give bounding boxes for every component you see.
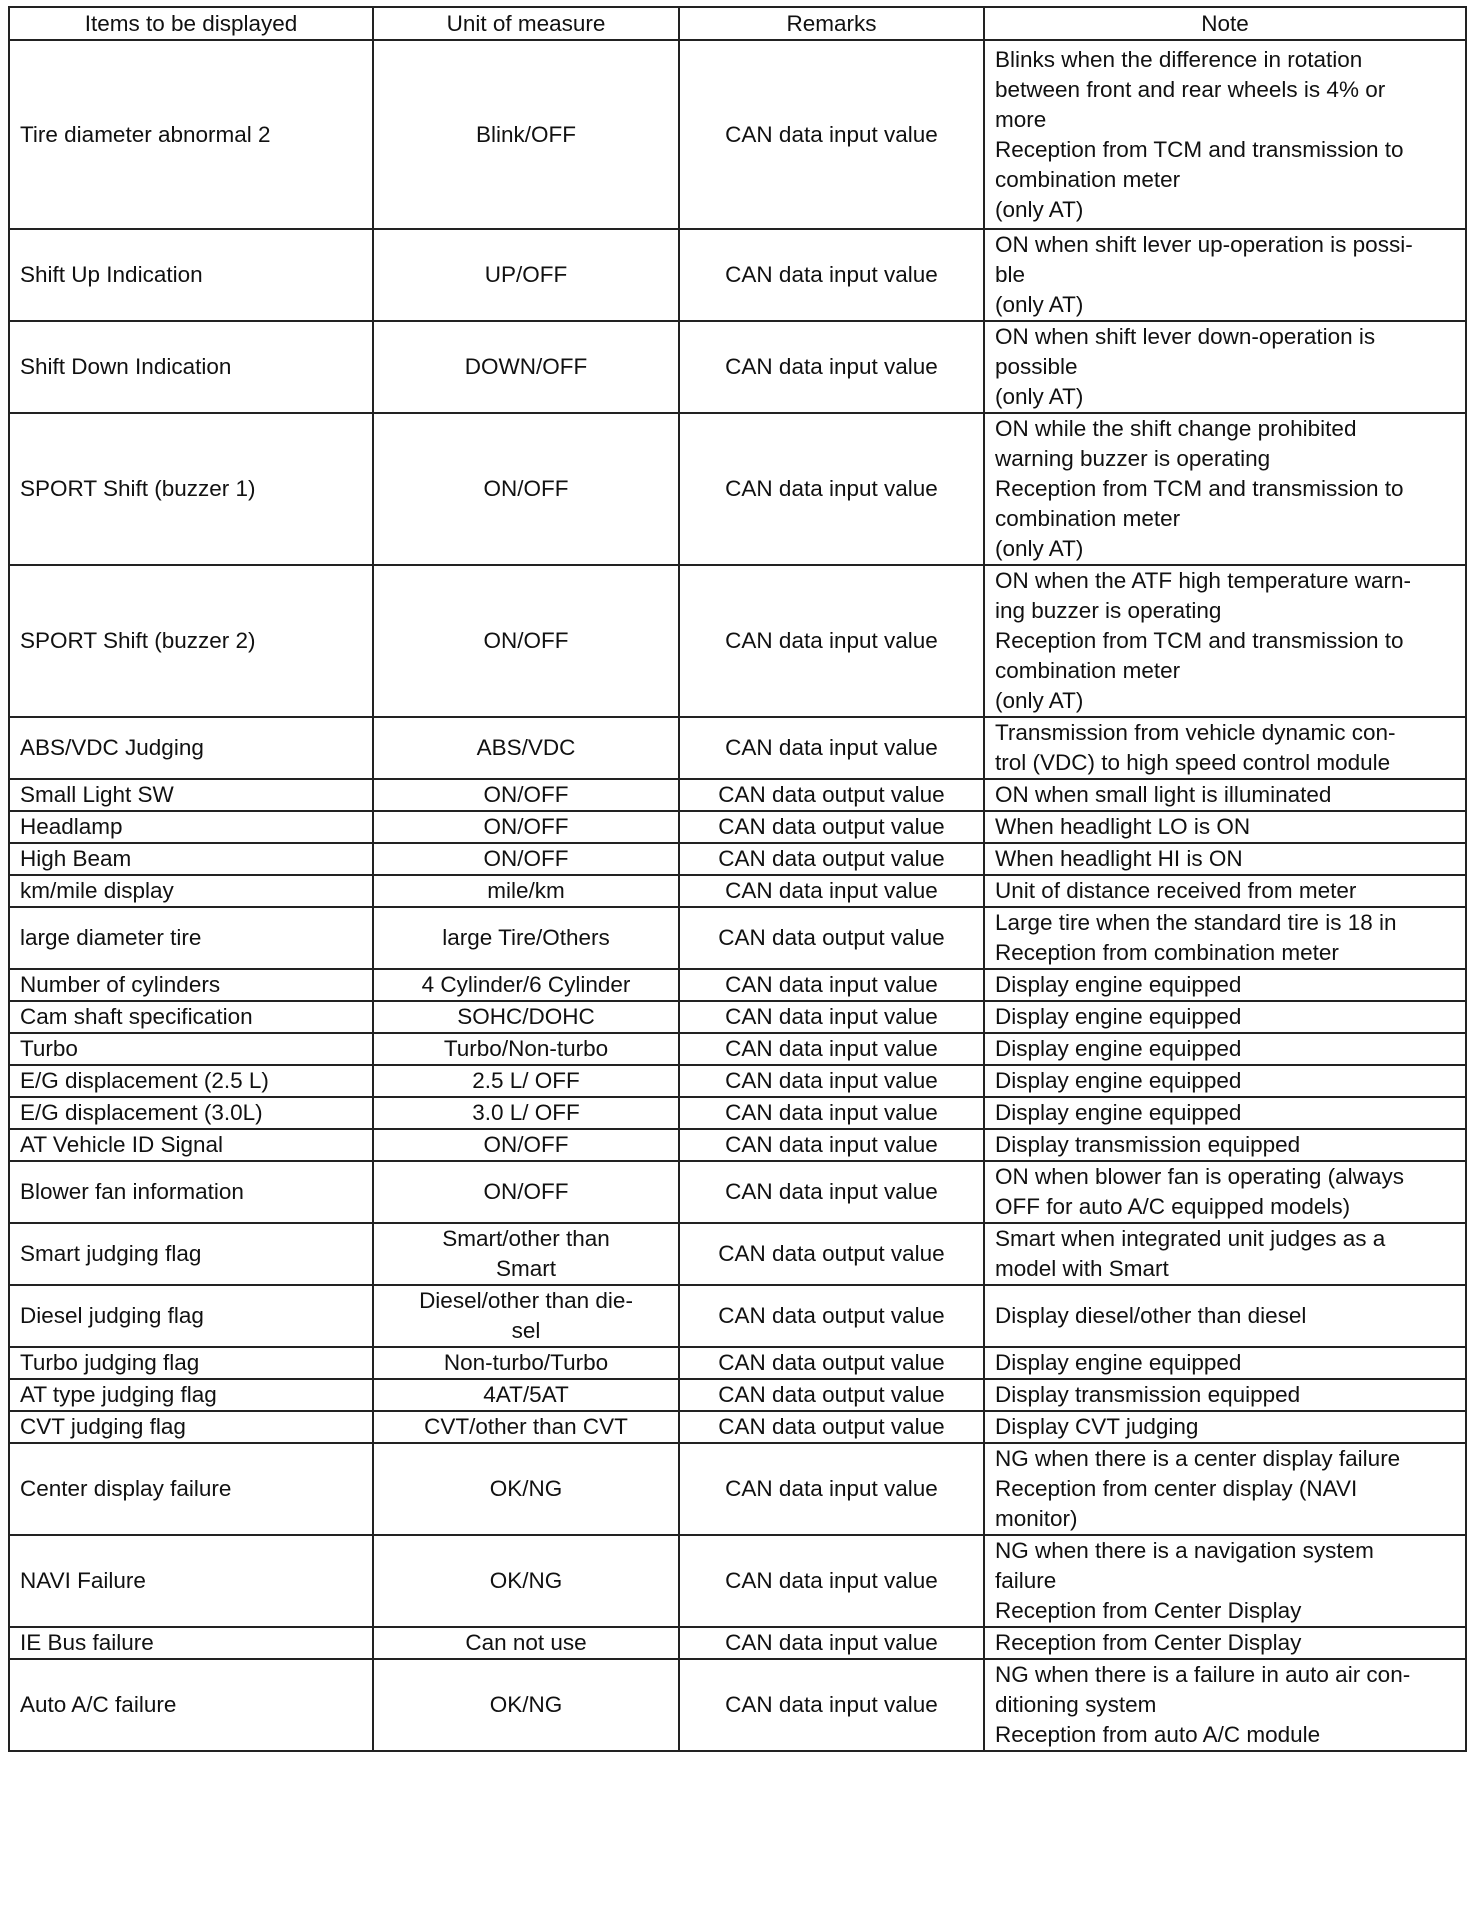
table-row xyxy=(9,969,1466,1001)
table-row xyxy=(9,413,1466,565)
header-items: Items to be displayed xyxy=(9,7,373,40)
cell-remarks: CAN data input value xyxy=(679,1443,984,1535)
cell-note: Display engine equipped xyxy=(984,1065,1466,1097)
table-row xyxy=(9,1627,1466,1659)
cell-item: E/G displacement (2.5 L) xyxy=(9,1065,373,1097)
table-row xyxy=(9,907,1466,969)
table-row xyxy=(9,1659,1466,1751)
cell-item: Tire diameter abnormal 2 xyxy=(9,40,373,229)
cell-remarks: CAN data input value xyxy=(679,321,984,413)
table-row xyxy=(9,1065,1466,1097)
cell-unit: ON/OFF xyxy=(373,811,679,843)
cell-note: Display transmission equipped xyxy=(984,1379,1466,1411)
cell-item: Auto A/C failure xyxy=(9,1659,373,1751)
cell-note: Large tire when the standard tire is 18 in Reception from combination meter xyxy=(984,907,1466,969)
cell-note: Display engine equipped xyxy=(984,1097,1466,1129)
cell-remarks: CAN data input value xyxy=(679,40,984,229)
table-row xyxy=(9,1379,1466,1411)
cell-item: NAVI Failure xyxy=(9,1535,373,1627)
cell-unit: Turbo/Non-turbo xyxy=(373,1033,679,1065)
cell-note: ON when the ATF high temperature warn- ing buzzer is operating Reception from TCM and transmission to combination meter (only AT) xyxy=(984,565,1466,717)
cell-remarks: CAN data input value xyxy=(679,1129,984,1161)
cell-note: Display engine equipped xyxy=(984,1001,1466,1033)
cell-unit: 4AT/5AT xyxy=(373,1379,679,1411)
cell-item: Diesel judging flag xyxy=(9,1285,373,1347)
cell-note: ON when shift lever down-operation is possible (only AT) xyxy=(984,321,1466,413)
cell-remarks: CAN data input value xyxy=(679,1097,984,1129)
cell-unit: ON/OFF xyxy=(373,843,679,875)
cell-unit: ABS/VDC xyxy=(373,717,679,779)
cell-note: Display engine equipped xyxy=(984,1033,1466,1065)
cell-remarks: CAN data input value xyxy=(679,1001,984,1033)
cell-note: NG when there is a navigation system failure Reception from Center Display xyxy=(984,1535,1466,1627)
cell-remarks: CAN data input value xyxy=(679,1033,984,1065)
cell-remarks: CAN data input value xyxy=(679,1659,984,1751)
cell-unit: OK/NG xyxy=(373,1659,679,1751)
cell-note: ON when blower fan is operating (always OFF for auto A/C equipped models) xyxy=(984,1161,1466,1223)
cell-unit: CVT/other than CVT xyxy=(373,1411,679,1443)
cell-item: Shift Up Indication xyxy=(9,229,373,321)
cell-item: Turbo judging flag xyxy=(9,1347,373,1379)
cell-unit: Smart/other than Smart xyxy=(373,1223,679,1285)
cell-remarks: CAN data output value xyxy=(679,779,984,811)
cell-remarks: CAN data input value xyxy=(679,717,984,779)
cell-note: NG when there is a center display failure Reception from center display (NAVI monitor) xyxy=(984,1443,1466,1535)
cell-note: ON when shift lever up-operation is possi- ble (only AT) xyxy=(984,229,1466,321)
table-row xyxy=(9,779,1466,811)
cell-remarks: CAN data input value xyxy=(679,1161,984,1223)
cell-item: SPORT Shift (buzzer 1) xyxy=(9,413,373,565)
cell-unit: Blink/OFF xyxy=(373,40,679,229)
cell-item: AT Vehicle ID Signal xyxy=(9,1129,373,1161)
cell-note: Blinks when the difference in rotation between front and rear wheels is 4% or more Reception from TCM and transmission to combination meter (only AT) xyxy=(984,40,1466,229)
cell-item: Small Light SW xyxy=(9,779,373,811)
cell-unit: 4 Cylinder/6 Cylinder xyxy=(373,969,679,1001)
cell-note: Smart when integrated unit judges as a model with Smart xyxy=(984,1223,1466,1285)
header-unit: Unit of measure xyxy=(373,7,679,40)
table-row xyxy=(9,1161,1466,1223)
cell-unit: 2.5 L/ OFF xyxy=(373,1065,679,1097)
cell-item: large diameter tire xyxy=(9,907,373,969)
cell-note: Display transmission equipped xyxy=(984,1129,1466,1161)
cell-note: Display engine equipped xyxy=(984,1347,1466,1379)
cell-remarks: CAN data output value xyxy=(679,907,984,969)
cell-item: Headlamp xyxy=(9,811,373,843)
cell-remarks: CAN data output value xyxy=(679,1411,984,1443)
cell-remarks: CAN data input value xyxy=(679,229,984,321)
cell-note: Transmission from vehicle dynamic con- trol (VDC) to high speed control module xyxy=(984,717,1466,779)
table-row xyxy=(9,1097,1466,1129)
table-row xyxy=(9,1411,1466,1443)
table-row xyxy=(9,229,1466,321)
table-row xyxy=(9,843,1466,875)
cell-item: AT type judging flag xyxy=(9,1379,373,1411)
cell-remarks: CAN data output value xyxy=(679,1379,984,1411)
cell-remarks: CAN data input value xyxy=(679,1065,984,1097)
cell-item: CVT judging flag xyxy=(9,1411,373,1443)
cell-item: ABS/VDC Judging xyxy=(9,717,373,779)
cell-unit: ON/OFF xyxy=(373,565,679,717)
cell-note: Unit of distance received from meter xyxy=(984,875,1466,907)
cell-unit: Diesel/other than die- sel xyxy=(373,1285,679,1347)
table-row xyxy=(9,1443,1466,1535)
cell-remarks: CAN data output value xyxy=(679,1223,984,1285)
table-row xyxy=(9,1033,1466,1065)
cell-unit: SOHC/DOHC xyxy=(373,1001,679,1033)
header-remarks: Remarks xyxy=(679,7,984,40)
cell-note: Display CVT judging xyxy=(984,1411,1466,1443)
cell-item: km/mile display xyxy=(9,875,373,907)
cell-note: Display engine equipped xyxy=(984,969,1466,1001)
cell-unit: Can not use xyxy=(373,1627,679,1659)
header-note: Note xyxy=(984,7,1466,40)
cell-item: Blower fan information xyxy=(9,1161,373,1223)
table-row xyxy=(9,1535,1466,1627)
table-row xyxy=(9,1347,1466,1379)
cell-unit: ON/OFF xyxy=(373,1161,679,1223)
cell-remarks: CAN data input value xyxy=(679,565,984,717)
cell-unit: ON/OFF xyxy=(373,779,679,811)
cell-unit: UP/OFF xyxy=(373,229,679,321)
cell-item: Smart judging flag xyxy=(9,1223,373,1285)
cell-note: When headlight LO is ON xyxy=(984,811,1466,843)
table-row xyxy=(9,717,1466,779)
table-row xyxy=(9,1001,1466,1033)
cell-unit: ON/OFF xyxy=(373,1129,679,1161)
table-row xyxy=(9,565,1466,717)
cell-remarks: CAN data input value xyxy=(679,413,984,565)
table-row xyxy=(9,40,1466,229)
table-row xyxy=(9,1223,1466,1285)
cell-unit: ON/OFF xyxy=(373,413,679,565)
cell-unit: OK/NG xyxy=(373,1535,679,1627)
table-row xyxy=(9,1285,1466,1347)
table-row xyxy=(9,811,1466,843)
cell-remarks: CAN data output value xyxy=(679,811,984,843)
data-table xyxy=(8,6,1467,1752)
table-body xyxy=(9,40,1466,1751)
cell-unit: 3.0 L/ OFF xyxy=(373,1097,679,1129)
cell-note: NG when there is a failure in auto air con- ditioning system Reception from auto A/C module xyxy=(984,1659,1466,1751)
cell-remarks: CAN data input value xyxy=(679,969,984,1001)
cell-item: Number of cylinders xyxy=(9,969,373,1001)
cell-remarks: CAN data output value xyxy=(679,1285,984,1347)
cell-item: E/G displacement (3.0L) xyxy=(9,1097,373,1129)
cell-unit: large Tire/Others xyxy=(373,907,679,969)
cell-item: IE Bus failure xyxy=(9,1627,373,1659)
cell-item: Turbo xyxy=(9,1033,373,1065)
cell-note: Reception from Center Display xyxy=(984,1627,1466,1659)
cell-item: Cam shaft specification xyxy=(9,1001,373,1033)
cell-remarks: CAN data input value xyxy=(679,1627,984,1659)
cell-item: High Beam xyxy=(9,843,373,875)
cell-unit: DOWN/OFF xyxy=(373,321,679,413)
cell-note: When headlight HI is ON xyxy=(984,843,1466,875)
cell-remarks: CAN data output value xyxy=(679,843,984,875)
cell-item: Shift Down Indication xyxy=(9,321,373,413)
cell-unit: Non-turbo/Turbo xyxy=(373,1347,679,1379)
cell-item: Center display failure xyxy=(9,1443,373,1535)
cell-unit: OK/NG xyxy=(373,1443,679,1535)
cell-note: ON while the shift change prohibited warning buzzer is operating Reception from TCM and transmission to combination meter (only AT) xyxy=(984,413,1466,565)
table-row xyxy=(9,875,1466,907)
cell-note: ON when small light is illuminated xyxy=(984,779,1466,811)
cell-item: SPORT Shift (buzzer 2) xyxy=(9,565,373,717)
cell-remarks: CAN data input value xyxy=(679,1535,984,1627)
cell-note: Display diesel/other than diesel xyxy=(984,1285,1466,1347)
table-row xyxy=(9,1129,1466,1161)
table-row xyxy=(9,321,1466,413)
cell-remarks: CAN data output value xyxy=(679,1347,984,1379)
header-row xyxy=(9,7,1466,40)
cell-remarks: CAN data input value xyxy=(679,875,984,907)
cell-unit: mile/km xyxy=(373,875,679,907)
